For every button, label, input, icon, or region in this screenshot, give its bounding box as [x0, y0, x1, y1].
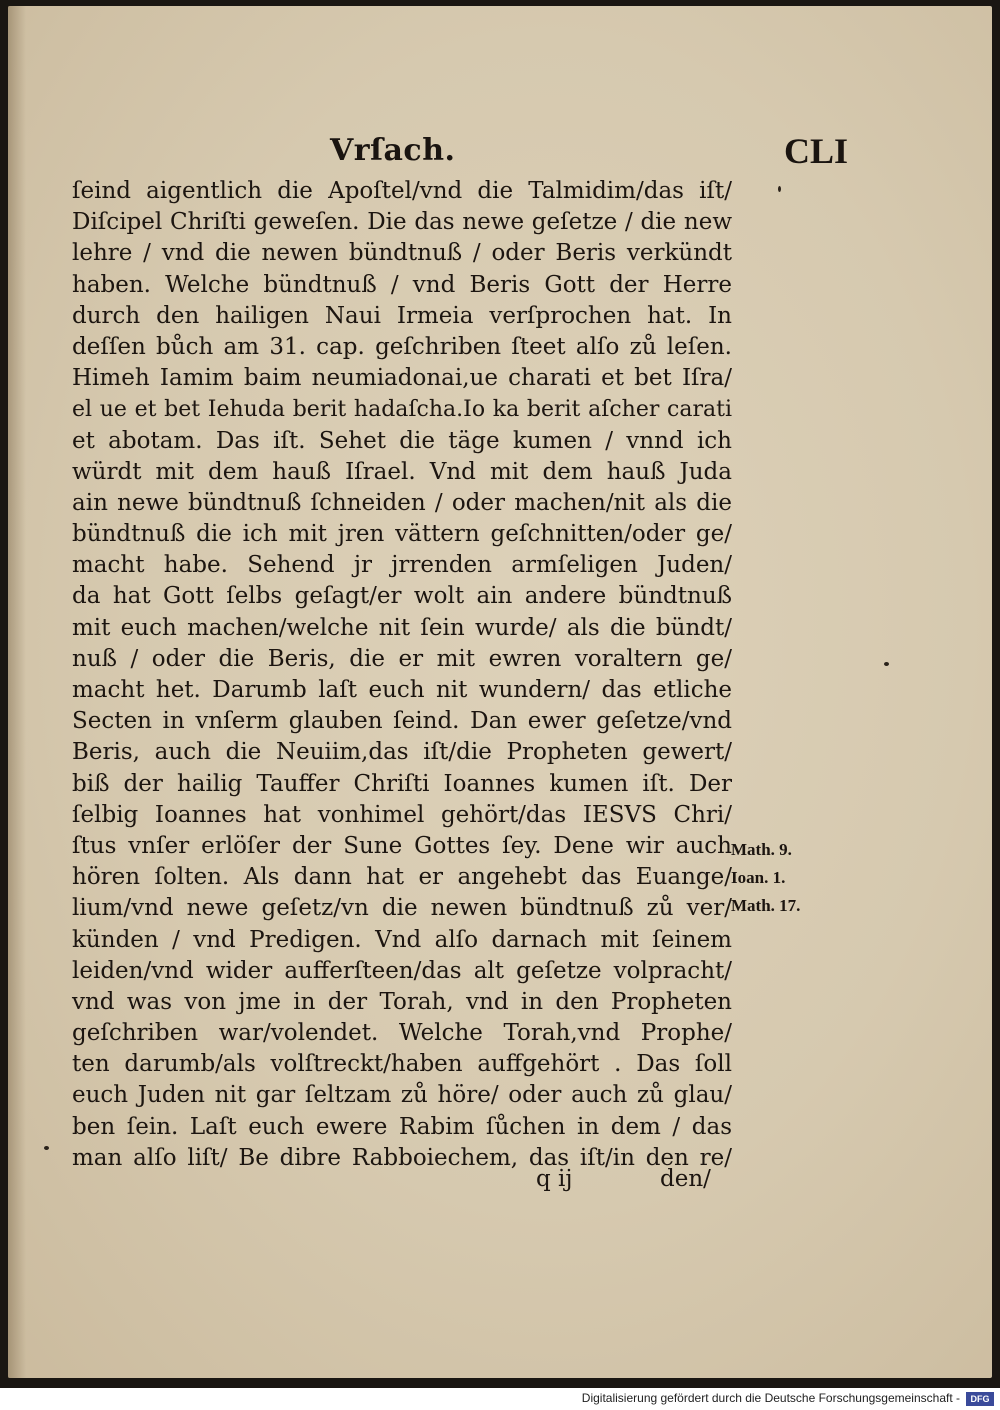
text-line: euch Juden nit gar ſeltzam zů höre/ oder auch zů glau/: [72, 1082, 732, 1109]
book-page: [8, 6, 992, 1378]
text-line: biß der hailig Tauffer Chriſti Ioannes kumen iſt. Der: [72, 770, 732, 797]
text-line: ben ſein. Laſt euch ewere Rabim ſůchen in dem / das: [72, 1113, 732, 1140]
text-line: ain newe bündtnuß ſchneiden / oder machen/nit als die: [72, 489, 732, 516]
running-title: Vrſach.: [330, 133, 456, 168]
text-line: geſchriben war/volendet. Welche Torah,vnd Prophe/: [72, 1020, 732, 1047]
text-line: et abotam. Das iſt. Sehet die täge kumen / vnnd ich: [72, 427, 732, 454]
text-line: lium/vnd newe geſetz/vn die newen bündtnuß zů ver/: [72, 895, 732, 922]
text-line: Himeh Iamim baim neumiadonai,ue charati et bet Iſra/: [72, 365, 732, 392]
catchword: den/: [660, 1166, 711, 1192]
text-line: lehre / vnd die newen bündtnuß / oder Beris verkündt: [72, 240, 732, 267]
text-line: el ue et bet Iehuda berit hadaſcha.Io ka berit aſcher carati: [72, 397, 732, 423]
text-line: nuß / oder die Beris, die er mit ewren voraltern ge/: [72, 645, 732, 672]
margin-note-math-9: Math. 9.: [731, 840, 792, 859]
body-text: [72, 176, 732, 1174]
text-line: ſtus vnſer erlöſer der Sune Gottes ſey. Dene wir auch: [72, 832, 732, 859]
footer-bar: [0, 1388, 1000, 1410]
text-line: bündtnuß die ich mit jren vättern geſchnitten/oder ge/: [72, 521, 732, 548]
folio-number: CLI: [784, 131, 849, 171]
footer-credit: Digitalisierung gefördert durch die Deutsche Forschungsgemeinschaft -: [581, 1391, 960, 1405]
text-line: künden / vnd Predigen. Vnd alſo darnach mit ſeinem: [72, 926, 732, 953]
text-line: mit euch machen/welche nit ſein wurde/ als die bündt/: [72, 614, 732, 641]
signature-mark: q ij: [536, 1166, 573, 1192]
text-line: macht het. Darumb laſt euch nit wundern/ das etliche: [72, 677, 732, 703]
text-line: deſſen bůch am 31. cap. geſchriben ſteet alſo zů leſen.: [72, 333, 732, 360]
text-line: ten darumb/als volſtreckt/haben auffgehört . Das ſoll: [72, 1051, 732, 1078]
text-line: man alſo liſt/ Be dibre Rabboiechem, das iſt/in den re/: [72, 1144, 732, 1171]
text-line: vnd was von jme in der Torah, vnd in den Propheten: [72, 988, 732, 1015]
margin-note-ioan-1: Ioan. 1.: [731, 868, 786, 887]
text-line: Secten in vnſerm glauben ſeind. Dan ewer geſetze/vnd: [72, 708, 732, 735]
text-line: macht habe. Sehend jr jrrenden armſeligen Juden/: [72, 552, 732, 579]
text-line: Diſcipel Chriſti geweſen. Die das newe geſetze / die new: [72, 209, 732, 236]
text-line: würdt mit dem hauß Iſrael. Vnd mit dem hauß Juda: [72, 458, 732, 485]
text-line: hören ſolten. Als dann hat er angehebt das Euange/: [72, 864, 732, 891]
text-line: da hat Gott ſelbs geſagt/er wolt ain andere bündtnuß: [72, 583, 732, 610]
ink-speck: [44, 1146, 49, 1150]
text-line: durch den hailigen Naui Irmeia verſprochen hat. In: [72, 302, 732, 329]
text-line: leiden/vnd wider aufferſteen/das alt geſetze volpracht/: [72, 957, 732, 984]
text-line: ſeind aigentlich die Apoſtel/vnd die Talmidim/das iſt/: [72, 178, 732, 204]
text-line: haben. Welche bündtnuß / vnd Beris Gott der Herre: [72, 271, 732, 298]
margin-note-math-17: Math. 17.: [731, 896, 801, 915]
ink-speck: [778, 186, 781, 192]
ink-speck: [884, 662, 889, 666]
text-line: Beris, auch die Neuiim,das iſt/die Propheten gewert/: [72, 739, 732, 766]
dfg-logo: DFG: [966, 1392, 994, 1406]
text-line: ſelbig Ioannes hat vonhimel gehört/das IESVS Chri/: [72, 801, 732, 828]
